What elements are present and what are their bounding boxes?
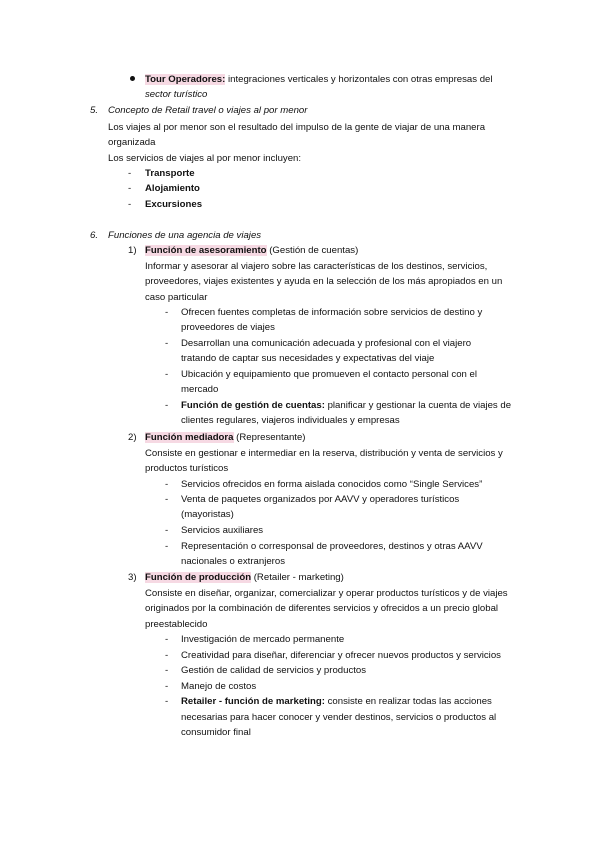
list-item: Gestión de calidad de servicios y productos: [181, 665, 367, 676]
dash-bullet: -: [165, 369, 169, 380]
list-item: Desarrollan una comunicación adecuada y profesional con el viajero: [181, 338, 472, 349]
section-5-paragraph: Los viajes al por menor son el resultado del impulso de la gente de viajar de una manera: [108, 122, 486, 133]
list-item: consumidor final: [181, 727, 251, 738]
dash-bullet: -: [128, 199, 132, 210]
dash-bullet: -: [165, 525, 169, 536]
dash-bullet: -: [165, 541, 169, 552]
section-5-paragraph: organizada: [108, 137, 156, 148]
section-5-number: 5.: [90, 105, 99, 116]
function-3-desc: Consiste en diseñar, organizar, comercializar y operar productos turísticos y de viajes: [145, 588, 508, 599]
list-item: tratando de captar sus necesidades y expectativas del viaje: [181, 353, 435, 364]
list-item: Manejo de costos: [181, 681, 257, 692]
function-3-heading: Función de producción (Retailer - marketing): [145, 572, 344, 583]
list-item: necesarias para hacer conocer y vender destinos, servicios o productos al: [181, 712, 497, 723]
dash-bullet: -: [165, 494, 169, 505]
dash-bullet: -: [165, 696, 169, 707]
list-item: nacionales o extranjeros: [181, 556, 285, 567]
dash-bullet: -: [128, 183, 132, 194]
list-item: Ofrecen fuentes completas de información sobre servicios de destino y: [181, 307, 483, 318]
list-item: Investigación de mercado permanente: [181, 634, 345, 645]
list-item: Transporte: [145, 168, 195, 179]
list-item: Servicios ofrecidos en forma aislada conocidos como “Single Services”: [181, 479, 483, 490]
tour-operadores-title: Tour Operadores:: [145, 74, 226, 85]
function-3-desc: preestablecido: [145, 619, 208, 630]
dash-bullet: -: [165, 400, 169, 411]
function-1-desc: Informar y asesorar al viajero sobre las características de los destinos, servicios,: [145, 261, 488, 272]
function-2-desc: productos turísticos: [145, 463, 229, 474]
list-item: Venta de paquetes organizados por AAVV y operadores turísticos: [181, 494, 460, 505]
list-item: proveedores de viajes: [181, 322, 275, 333]
function-2-heading: Función mediadora (Representante): [145, 432, 306, 443]
dash-bullet: -: [165, 307, 169, 318]
dash-bullet: -: [165, 650, 169, 661]
list-item: Función de gestión de cuentas: planificar y gestionar la cuenta de viajes de: [181, 400, 512, 411]
function-1-desc: caso particular: [145, 292, 208, 303]
function-2-number: 2): [128, 432, 137, 443]
list-item: (mayoristas): [181, 509, 234, 520]
list-item: Representación o corresponsal de proveedores, destinos y otras AAVV: [181, 541, 483, 552]
list-item: Retailer - función de marketing: consiste en realizar todas las acciones: [181, 696, 492, 707]
section-6-title: Funciones de una agencia de viajes: [108, 230, 262, 241]
section-5-paragraph: Los servicios de viajes al por menor incluyen:: [108, 153, 302, 164]
function-3-number: 3): [128, 572, 137, 583]
function-1-number: 1): [128, 245, 137, 256]
function-3-desc: originados por la combinación de diferentes servicios y ofrecidos a un precio global: [145, 603, 499, 614]
list-item: clientes regulares, viajeros individuales y empresas: [181, 415, 400, 426]
list-item: Ubicación y equipamiento que promueven el contacto personal con el: [181, 369, 477, 380]
dash-bullet: -: [128, 168, 132, 179]
function-2-desc: Consiste en gestionar e intermediar en la reserva, distribución y venta de servicios y: [145, 448, 503, 459]
list-item: mercado: [181, 384, 219, 395]
dash-bullet: -: [165, 479, 169, 490]
tour-operadores-line2: sector turístico: [145, 89, 208, 100]
function-1-desc: proveedores, viajes existentes y ayuda en la selección de los más apropiados en un: [145, 276, 503, 287]
dash-bullet: -: [165, 338, 169, 349]
tour-operadores-line: Tour Operadores: integraciones verticales y horizontales con otras empresas del: [145, 74, 493, 85]
section-5-title: Concepto de Retail travel o viajes al por menor: [108, 105, 308, 116]
section-6-number: 6.: [90, 230, 99, 241]
dash-bullet: -: [165, 681, 169, 692]
dash-bullet: -: [165, 634, 169, 645]
list-item: Creatividad para diseñar, diferenciar y ofrecer nuevos productos y servicios: [181, 650, 501, 661]
function-1-heading: Función de asesoramiento (Gestión de cuentas): [145, 245, 359, 256]
list-item: Alojamiento: [145, 183, 200, 194]
dash-bullet: -: [165, 665, 169, 676]
bullet-dot: [130, 76, 135, 81]
list-item: Excursiones: [145, 199, 203, 210]
list-item: Servicios auxiliares: [181, 525, 264, 536]
